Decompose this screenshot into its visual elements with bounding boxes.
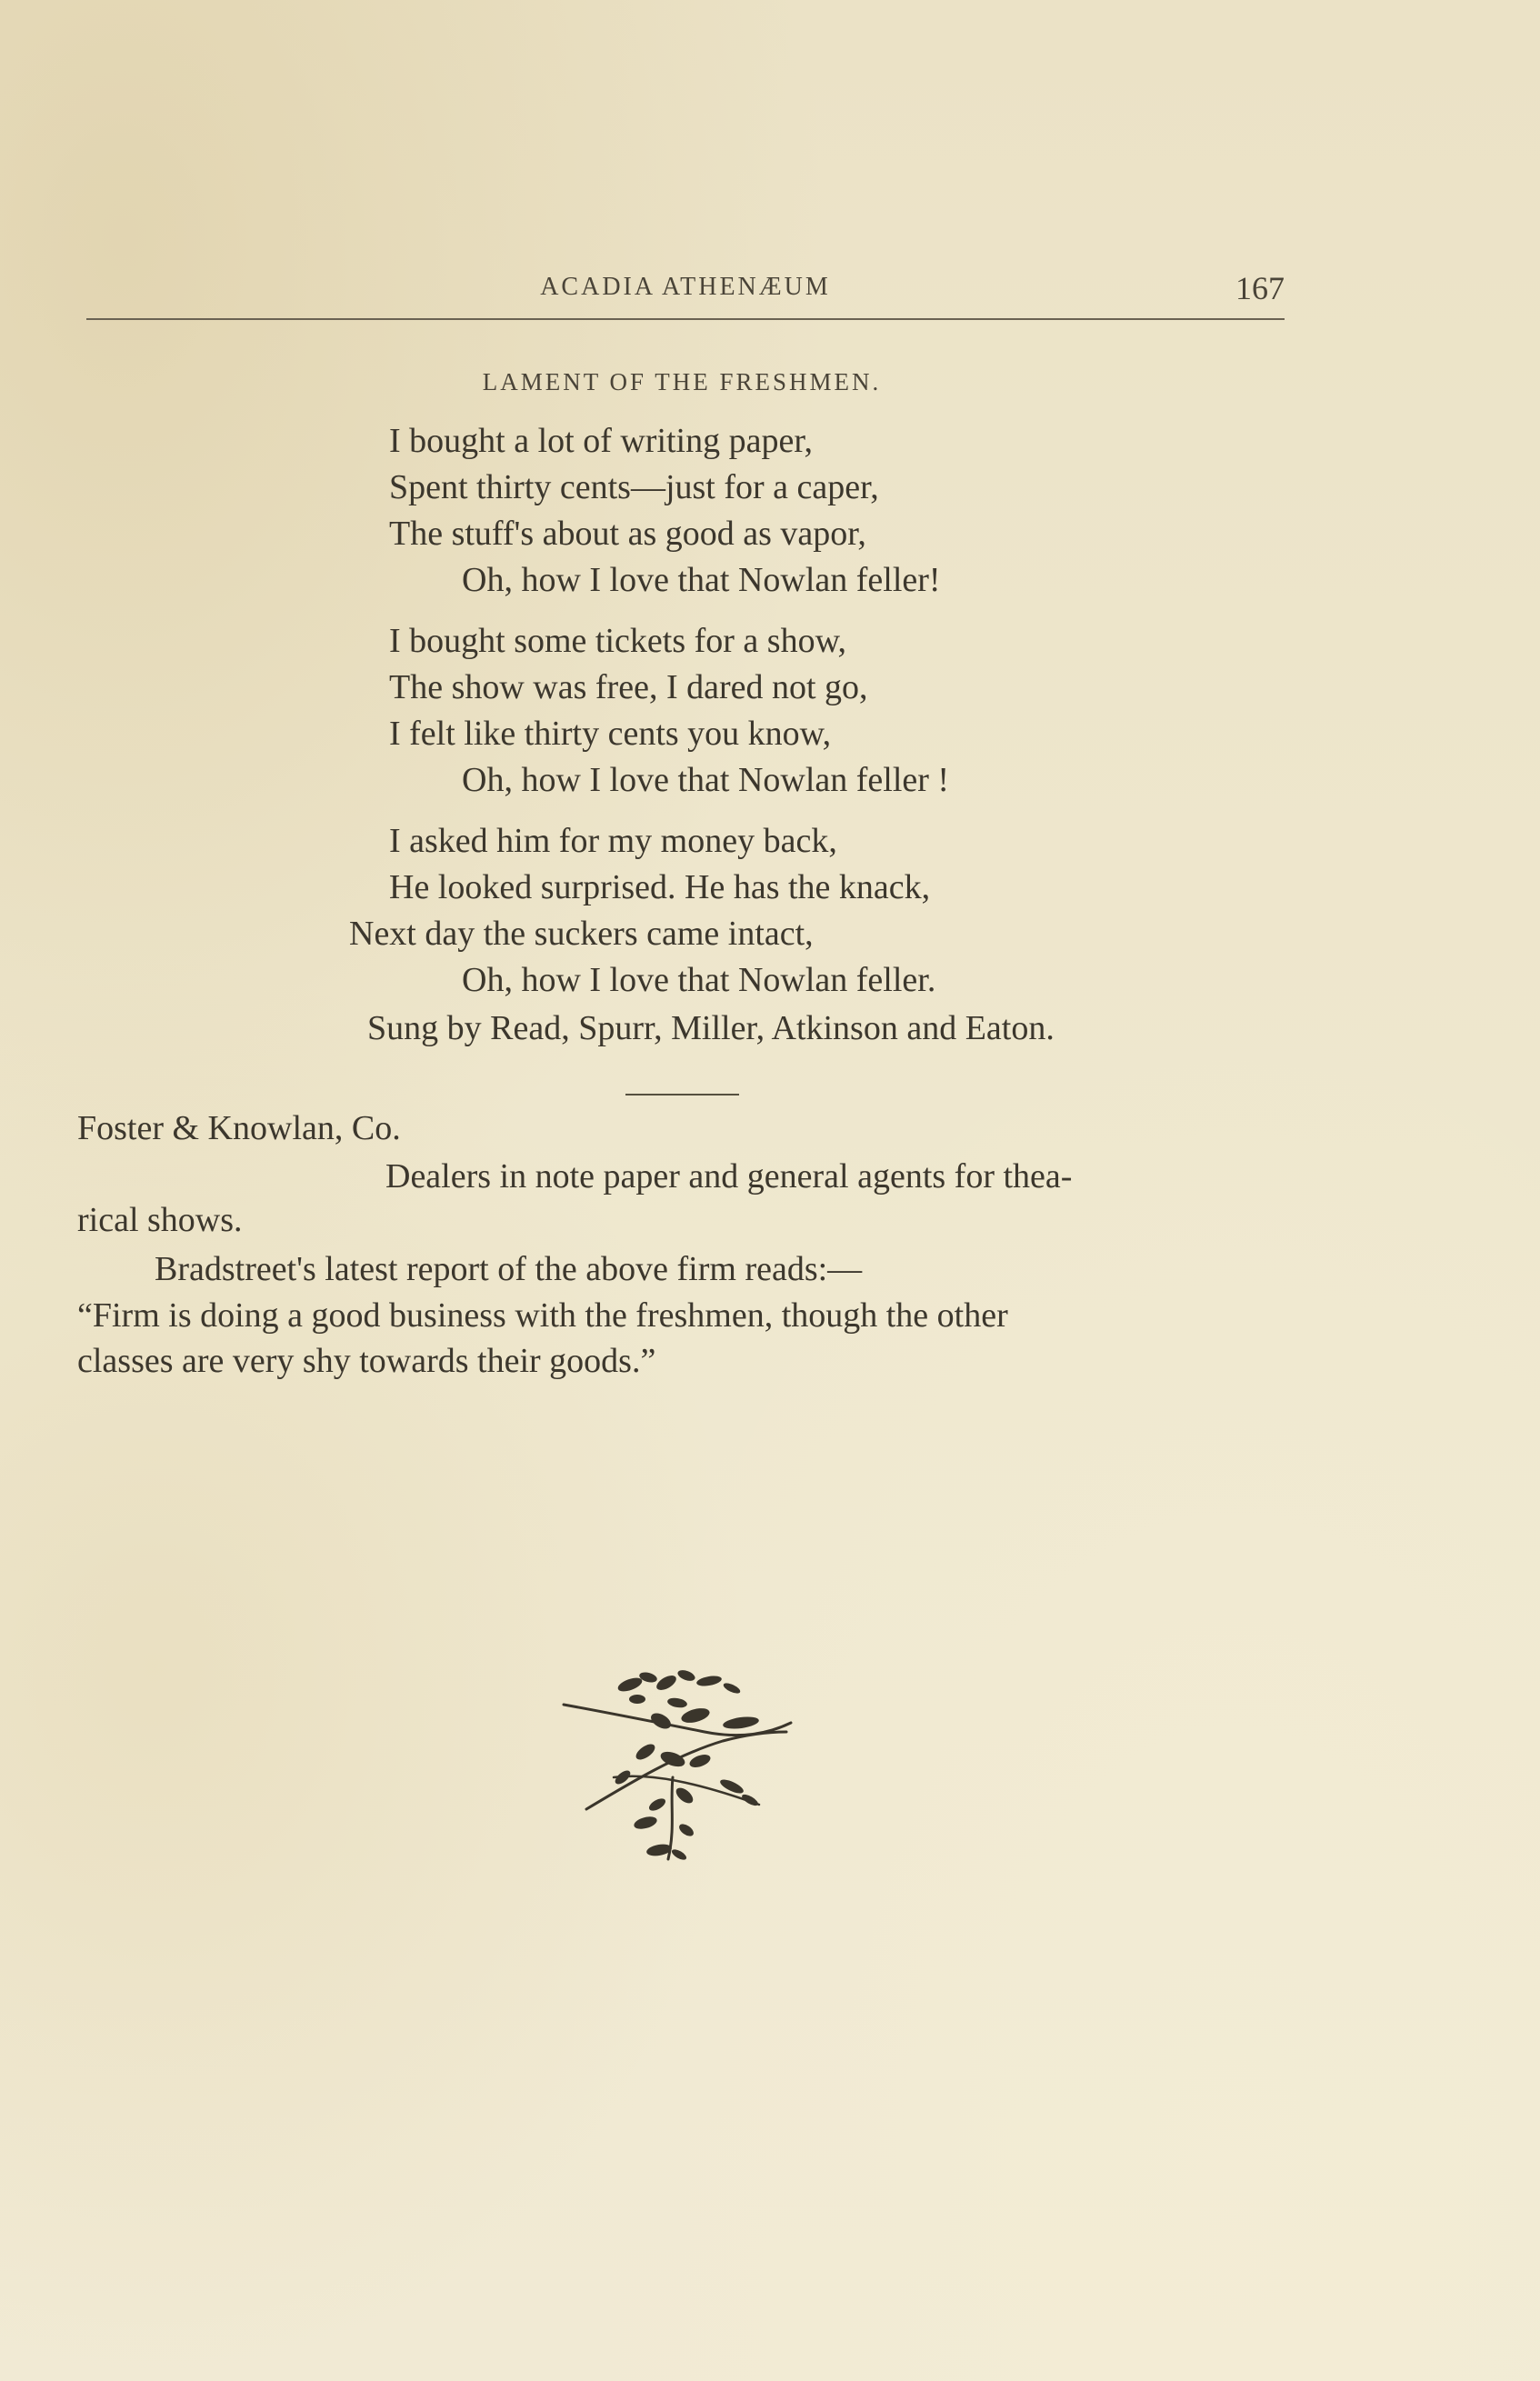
- poem-line: The show was free, I dared not go,: [389, 668, 868, 706]
- poem-line: Oh, how I love that Nowlan feller!: [462, 561, 941, 599]
- poem-line: Next day the suckers came intact,: [349, 915, 814, 953]
- report-intro: Bradstreet's latest report of the above firm reads:—: [155, 1250, 863, 1288]
- poem-line: I felt like thirty cents you know,: [389, 715, 832, 753]
- poem-line: I bought a lot of writing paper,: [389, 422, 813, 460]
- poem-line: Spent thirty cents—just for a caper,: [389, 468, 879, 506]
- running-title: ACADIA ATHENÆUM: [540, 273, 831, 301]
- poem-line: I bought some tickets for a show,: [389, 622, 847, 660]
- floral-spray-ornament-icon: [559, 1668, 795, 1868]
- report-quote: “Firm is doing a good business with the freshmen, though the other: [77, 1296, 1008, 1335]
- firm-description-continued: rical shows.: [77, 1201, 243, 1239]
- report-quote-continued: classes are very shy towards their goods.”: [77, 1342, 656, 1380]
- running-head: [86, 270, 1285, 318]
- page-number: 167: [1235, 270, 1285, 306]
- poem-title: LAMENT OF THE FRESHMEN.: [482, 368, 882, 395]
- poem-line: The stuff's about as good as vapor,: [389, 515, 866, 553]
- poem-line: Oh, how I love that Nowlan feller.: [462, 961, 936, 999]
- poem-line: He looked surprised. He has the knack,: [389, 868, 931, 906]
- firm-description: Dealers in note paper and general agents for thea-: [385, 1157, 1073, 1196]
- section-divider: [625, 1094, 739, 1095]
- poem-line: I asked him for my money back,: [389, 822, 837, 860]
- header-rule: [86, 318, 1285, 320]
- poem-line: Oh, how I love that Nowlan feller !: [462, 761, 950, 799]
- firm-name: Foster & Knowlan, Co.: [77, 1109, 401, 1147]
- poem-attribution: Sung by Read, Spurr, Miller, Atkinson and Eaton.: [367, 1009, 1055, 1047]
